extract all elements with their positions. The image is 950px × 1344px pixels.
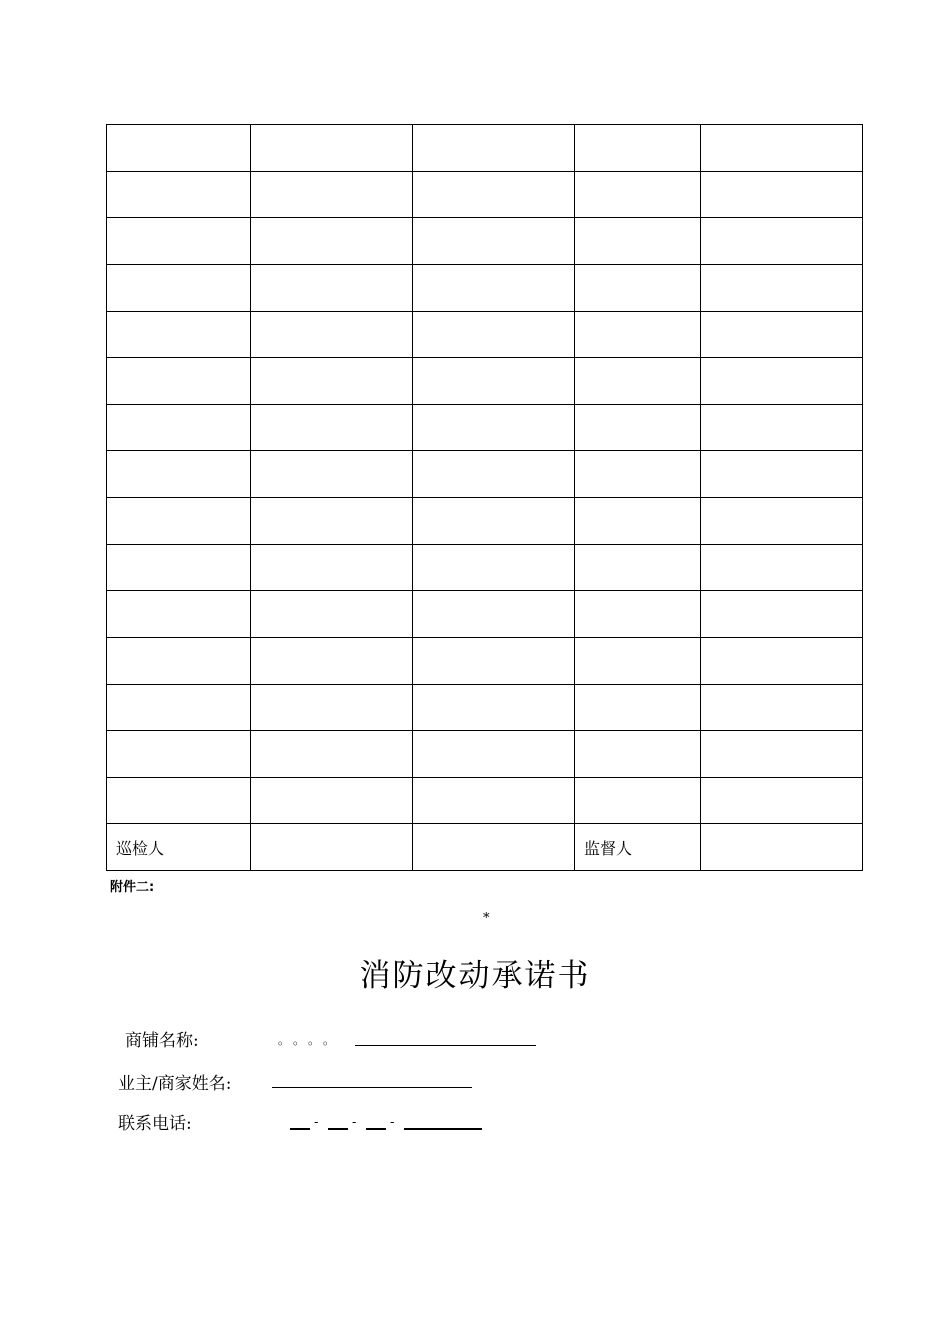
phone-dash-1: - (314, 1115, 319, 1130)
table-cell (413, 451, 575, 498)
asterisk-marker: * (483, 911, 490, 926)
table-cell (413, 171, 575, 218)
table-cell (575, 311, 701, 358)
table-cell (413, 731, 575, 778)
table-cell (251, 777, 413, 824)
table-cell (107, 264, 251, 311)
table-cell (413, 684, 575, 731)
table-cell (413, 358, 575, 405)
table-cell (575, 544, 701, 591)
table-cell (701, 498, 863, 545)
table-cell (575, 358, 701, 405)
table-cell (251, 591, 413, 638)
table-cell (107, 637, 251, 684)
table-cell (107, 498, 251, 545)
table-cell (413, 777, 575, 824)
table-cell (107, 731, 251, 778)
table-cell (575, 451, 701, 498)
table-cell (251, 171, 413, 218)
table-row (107, 125, 863, 172)
table-cell (251, 731, 413, 778)
phone-segment-3[interactable] (366, 1128, 386, 1130)
table-cell (701, 777, 863, 824)
table-cell (575, 591, 701, 638)
table-cell (701, 264, 863, 311)
table-cell (575, 125, 701, 172)
phone-label: 联系电话: (118, 1114, 192, 1134)
table-cell (575, 498, 701, 545)
table-cell (413, 218, 575, 265)
table-row (107, 404, 863, 451)
shop-name-field[interactable] (355, 1045, 536, 1046)
table-cell (701, 404, 863, 451)
inspection-record-table (106, 124, 863, 871)
table-cell (107, 171, 251, 218)
table-footer-row (107, 824, 863, 871)
table-cell (251, 311, 413, 358)
table-row (107, 498, 863, 545)
table-cell (701, 731, 863, 778)
table-cell (701, 591, 863, 638)
phone-dash-2: - (352, 1115, 357, 1130)
table-cell (251, 637, 413, 684)
table-cell (413, 404, 575, 451)
table-row (107, 731, 863, 778)
table-row (107, 358, 863, 405)
table-cell (107, 777, 251, 824)
table-cell (107, 684, 251, 731)
table-cell (575, 264, 701, 311)
table-row (107, 451, 863, 498)
table-cell (251, 218, 413, 265)
table-cell (107, 451, 251, 498)
owner-name-label: 业主/商家姓名: (118, 1074, 232, 1094)
table-cell (575, 684, 701, 731)
phone-segment-1[interactable] (290, 1128, 310, 1130)
page-title: 消防改动承诺书 (359, 958, 591, 994)
table-cell (413, 498, 575, 545)
table-cell (701, 125, 863, 172)
phone-dash-3: - (390, 1115, 395, 1130)
table-cell (413, 264, 575, 311)
table-cell (251, 684, 413, 731)
supervisor-value-cell[interactable] (701, 824, 863, 871)
table-cell (107, 404, 251, 451)
attachment-label: 附件二: (110, 880, 155, 895)
table-cell (107, 125, 251, 172)
table-cell (107, 358, 251, 405)
table-cell (701, 311, 863, 358)
shop-name-dots: 。。。。 (278, 1033, 345, 1047)
table-cell (413, 591, 575, 638)
table-cell (575, 731, 701, 778)
table-cell (575, 171, 701, 218)
table-row (107, 311, 863, 358)
table-cell (701, 171, 863, 218)
table-cell (575, 218, 701, 265)
table-cell (701, 544, 863, 591)
table-row (107, 637, 863, 684)
table-cell (413, 637, 575, 684)
table-cell (251, 358, 413, 405)
table-row (107, 684, 863, 731)
table-row (107, 264, 863, 311)
table-row (107, 171, 863, 218)
table-row (107, 591, 863, 638)
table-cell (413, 125, 575, 172)
supervisor-label: 监督人 (575, 824, 701, 871)
phone-segment-4[interactable] (404, 1128, 482, 1130)
table-cell (251, 125, 413, 172)
table-cell (575, 777, 701, 824)
table-row (107, 777, 863, 824)
table-row (107, 218, 863, 265)
table-cell (575, 637, 701, 684)
table-cell (107, 218, 251, 265)
table-cell (251, 404, 413, 451)
table-row (107, 544, 863, 591)
table-cell (701, 358, 863, 405)
inspector-value-cell[interactable] (251, 824, 413, 871)
table-cell (107, 591, 251, 638)
table-cell (413, 311, 575, 358)
inspector-label: 巡检人 (107, 824, 251, 871)
table-cell (701, 451, 863, 498)
table-cell (575, 404, 701, 451)
table-cell (251, 498, 413, 545)
table-cell (701, 218, 863, 265)
table-cell (107, 544, 251, 591)
table-cell (107, 311, 251, 358)
table-cell (413, 824, 575, 871)
shop-name-label: 商铺名称: (125, 1031, 199, 1051)
phone-segment-2[interactable] (328, 1128, 348, 1130)
table-cell (251, 264, 413, 311)
table-cell (701, 684, 863, 731)
table-cell (251, 451, 413, 498)
table-cell (251, 544, 413, 591)
table-cell (701, 637, 863, 684)
owner-name-field[interactable] (272, 1087, 472, 1088)
table-cell (413, 544, 575, 591)
